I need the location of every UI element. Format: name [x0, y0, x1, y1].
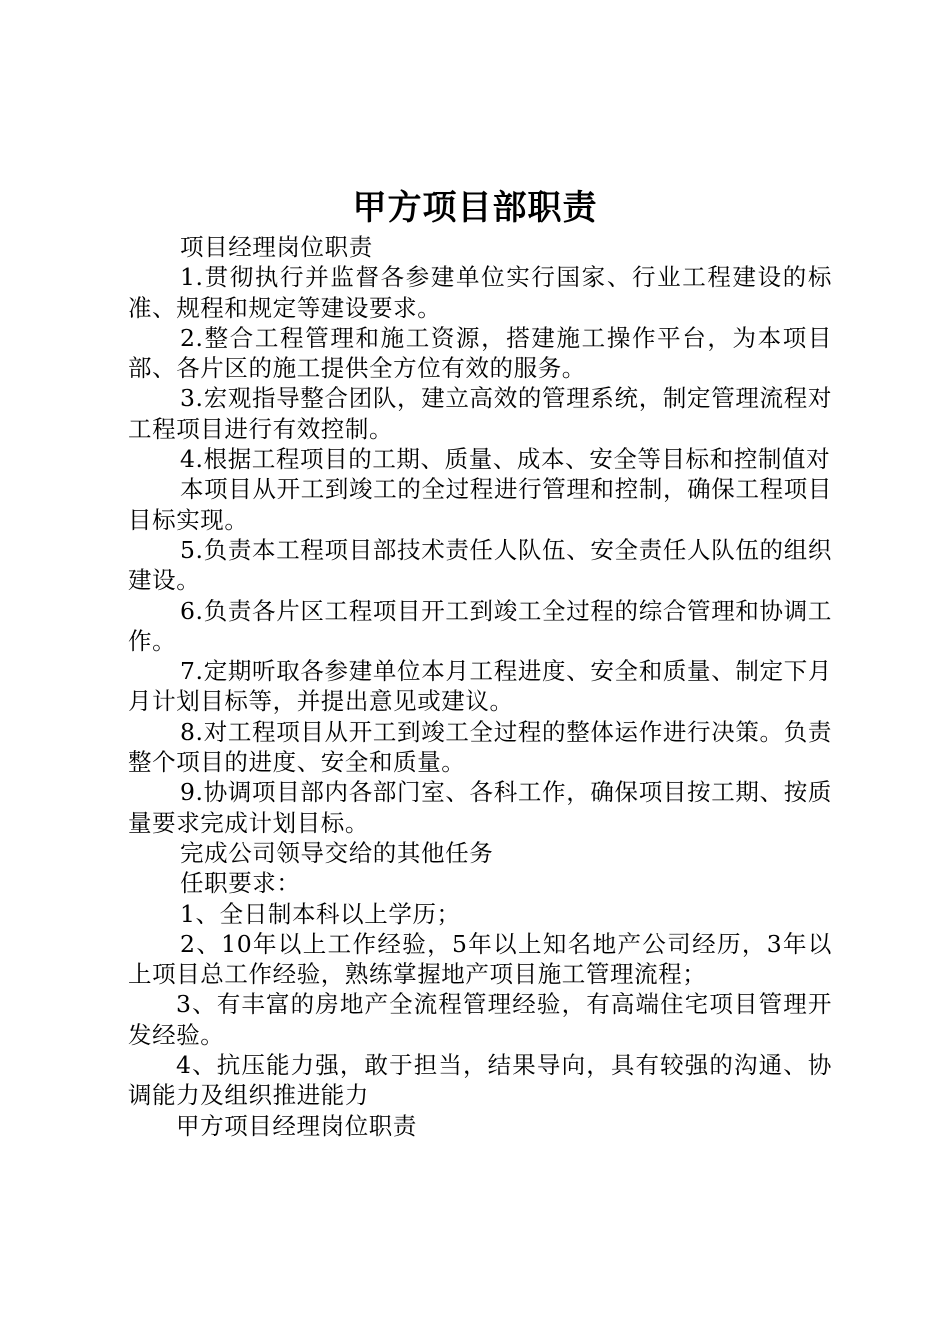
duty-item-other: 完成公司领导交给的其他任务: [180, 838, 494, 867]
duty-item-3: 3.宏观指导整合团队，建立高效的管理系统，制定管理流程对工程项目进行有效控制。: [128, 384, 832, 443]
requirement-item-3: 3、有丰富的房地产全流程管理经验，有高端住宅项目管理开发经验。: [128, 990, 832, 1049]
duty-item-8: 8.对工程项目从开工到竣工全过程的整体运作进行决策。负责整个项目的进度、安全和质量。: [128, 717, 832, 777]
requirement-item-2: 2、10年以上工作经验，5年以上知名地产公司经历，3年以上项目总工作经验，熟练掌握地产项目施工管理流程；: [128, 929, 832, 989]
document-body: [128, 232, 832, 1141]
requirement-item-4: 4、抗压能力强，敢于担当，结果导向，具有较强的沟通、协调能力及组织推进能力: [128, 1051, 832, 1110]
section-heading: 项目经理岗位职责: [180, 233, 373, 261]
duty-item-6: 6.负责各片区工程项目开工到竣工全过程的综合管理和协调工作。: [128, 596, 832, 655]
duty-item-4: 4.根据工程项目的工期、质量、成本、安全等目标和控制值对: [180, 445, 831, 474]
duty-item-9: 9.协调项目部内各部门室、各科工作，确保项目按工期、按质量要求完成计划目标。: [128, 778, 832, 837]
duty-item-5: 5.负责本工程项目部技术责任人队伍、安全责任人队伍的组织建设。: [128, 535, 832, 595]
duty-item-4-continued: 本项目从开工到竣工的全过程进行管理和控制，确保工程项目目标实现。: [128, 475, 832, 534]
requirements-heading: 任职要求：: [180, 869, 301, 898]
document-title: 甲方项目部职责: [352, 188, 598, 228]
duty-item-7: 7.定期听取各参建单位本月工程进度、安全和质量、制定下月月计划目标等，并提出意见或建议。: [128, 657, 832, 716]
requirement-item-1: 1、全日制本科以上学历；: [180, 899, 461, 928]
duty-item-2: 2.整合工程管理和施工资源，搭建施工操作平台，为本项目部、各片区的施工提供全方位有效的服务。: [128, 323, 832, 383]
duty-item-1: 1.贯彻执行并监督各参建单位实行国家、行业工程建设的标准、规程和规定等建设要求。: [128, 263, 832, 322]
section-heading-next: 甲方项目经理岗位职责: [176, 1111, 417, 1140]
